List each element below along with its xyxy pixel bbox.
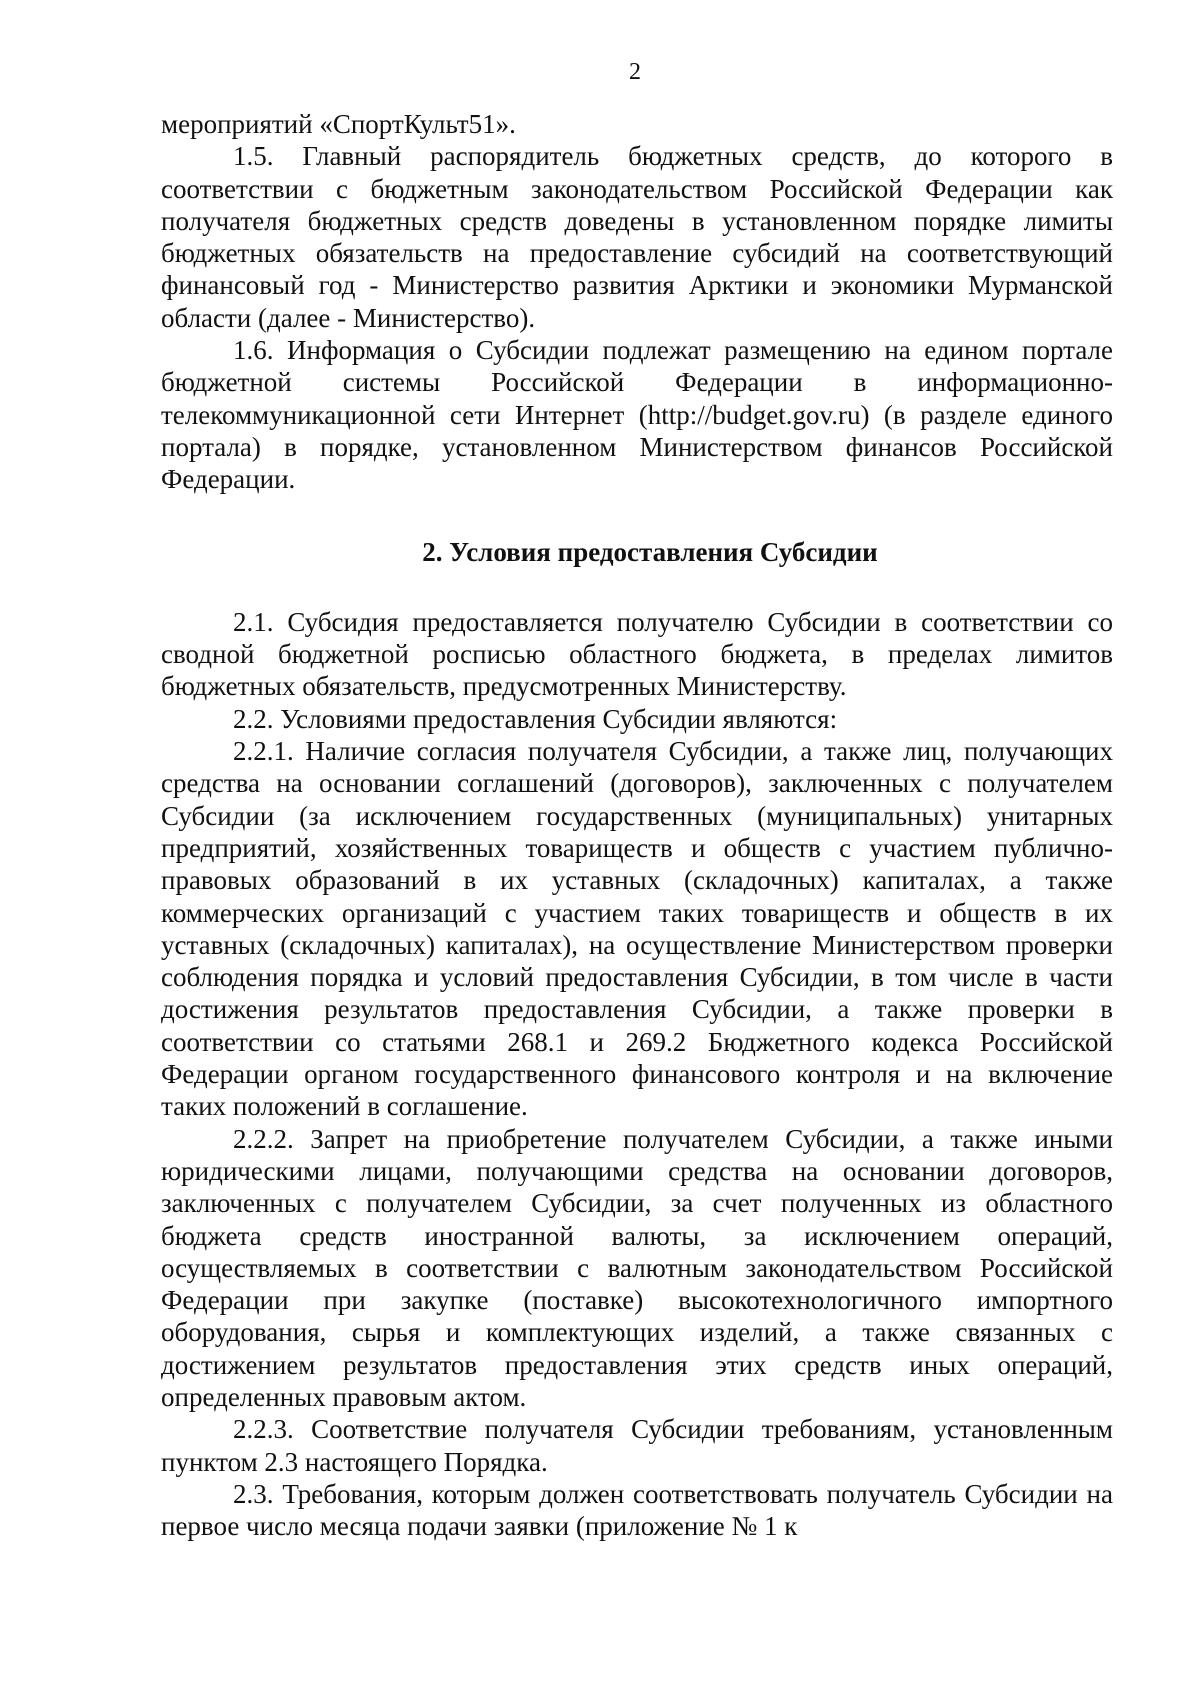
paragraph-2-2-1: 2.2.1. Наличие согласия получателя Субсидии, а также лиц, получающих средства на основании соглашений (договоров), заключенных с получателем Субсидии (за исключением государственных (муниципальных) унитарных предприятий, хозяйственных товариществ и обществ с участием публично-правовых образований в их уставных (складочных) капиталах, а также коммерческих организаций с участием таких товариществ и обществ в их уставных (складочных) капиталах), на осуществление Министерством проверки соблюдения порядка и условий предоставления Субсидии, в том числе в части достижения результатов предоставления Субсидии, а также проверки в соответствии со статьями 268.1 и 269.2 Бюджетного кодекса Российской Федерации органом государственного финансового контроля и на включение таких положений в соглашение. [161, 736, 1113, 1122]
paragraph-1-5: 1.5. Главный распорядитель бюджетных средств, до которого в соответствии с бюджетным законодательством Российской Федерации как получателя бюджетных средств доведены в установленном порядке лимиты бюджетных обязательств на предоставление субсидий на соответствующий финансовый год - Министерство развития Арктики и экономики Мурманской области (далее - Министерство). [161, 141, 1113, 333]
paragraph-2-2-2: 2.2.2. Запрет на приобретение получателем Субсидии, а также иными юридическими лицами, получающими средства на основании договоров, заключенных с получателем Субсидии, за счет полученных из областного бюджета средств иностранной валюты, за исключением операций, осуществляемых в соответствии с валютным законодательством Российской Федерации при закупке (поставке) высокотехнологичного импортного оборудования, сырья и комплектующих изделий, а также связанных с достижением результатов предоставления этих средств иных операций, определенных правовым актом. [161, 1123, 1113, 1412]
section-heading: 2. Условия предоставления Субсидии [422, 536, 878, 567]
paragraph-2-2-3: 2.2.3. Соответствие получателя Субсидии требованиям, установленным пунктом 2.3 настоящего Порядка. [161, 1414, 1113, 1477]
page-number: 2 [629, 59, 641, 85]
paragraph-1-6: 1.6. Информация о Субсидии подлежат размещению на едином портале бюджетной системы Российской Федерации в информационно-телекоммуникационной сети Интернет (http://budget.gov.ru) (в разделе единого портала) в порядке, установленном Министерством финансов Российской Федерации. [161, 335, 1113, 495]
paragraph-2-3: 2.3. Требования, которым должен соответствовать получатель Субсидии на первое число месяца подачи заявки (приложение № 1 к [161, 1478, 1113, 1542]
paragraph-continuation: мероприятий «СпортКульт51». [161, 109, 516, 139]
document-body [161, 108, 1113, 1542]
paragraph-2-1: 2.1. Субсидия предоставляется получателю Субсидии в соответствии со сводной бюджетной росписью областного бюджета, в пределах лимитов бюджетных обязательств, предусмотренных Министерству. [161, 606, 1113, 702]
paragraph-2-2: 2.2. Условиями предоставления Субсидии являются: [233, 703, 838, 734]
